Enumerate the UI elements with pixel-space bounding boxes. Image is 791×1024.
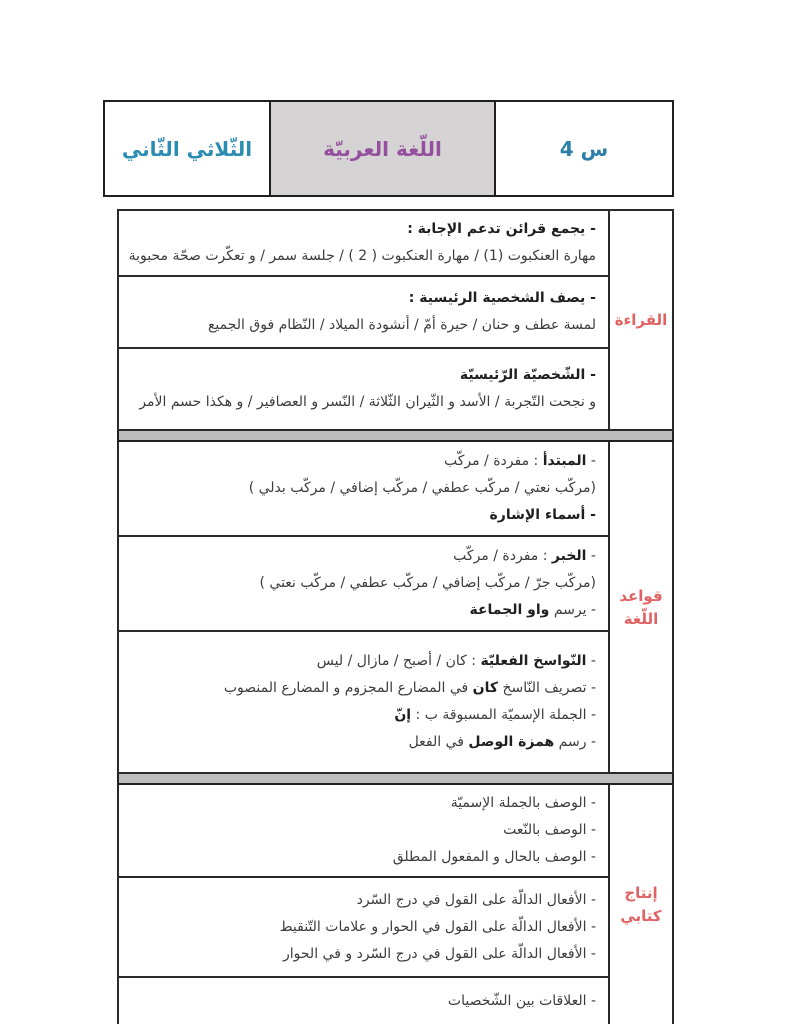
section-row-content (118, 784, 609, 877)
document (117, 100, 674, 1024)
section-label-writing: إنتاج كتابي (609, 784, 673, 1024)
table-row (118, 536, 673, 631)
section-row-content (118, 977, 609, 1024)
section-row-content (118, 536, 609, 631)
section-row-content (118, 348, 609, 430)
content-line: - يصف الشخصية الرئيسية : (408, 290, 596, 306)
content-line: - الوصف بالحال و المفعول المطلق (392, 849, 596, 865)
section-row-content (118, 441, 609, 536)
curriculum-table (117, 209, 674, 1024)
content-line: - الخبر : مفردة / مركّب (453, 548, 596, 564)
table-row (118, 441, 673, 536)
table-row (118, 210, 673, 276)
section-row-content (118, 210, 609, 276)
content-line: مهارة العنكبوت (1) / مهارة العنكبوت ( 2 ) / جلسة سمر / و تعكّرت صحّة محبوبة (128, 248, 596, 264)
content-line: - يرسم واو الجماعة (469, 602, 596, 618)
content-line: - الأفعال الدالّة على القول في درج السّرد (356, 891, 596, 908)
header-class-cell: س 4 (495, 101, 673, 196)
section-label-grammar: قواعد اللّغة (609, 441, 673, 773)
header-subject-cell: اللّغة العربيّة (270, 101, 495, 196)
section-row-content (118, 877, 609, 977)
header-row (104, 101, 673, 196)
content-line: - يجمع قرائن تدعم الإجابة : (407, 221, 596, 237)
table-row (118, 631, 673, 773)
table-row (118, 348, 673, 430)
section-divider (118, 773, 673, 784)
curriculum-table-body (118, 210, 673, 1024)
content-line: - النّواسخ الفعليّة : كان / أصبح / مازال / ليس (316, 653, 596, 669)
header-trimester-cell: الثّلاثي الثّاني (104, 101, 270, 196)
content-line: (مركّب نعتي / مركّب عطفي / مركّب إضافي / مركّب بدلي ) (248, 480, 596, 496)
content-line: لمسة عطف و حنان / حيرة أمّ / أنشودة الميلاد / النّظام فوق الجميع (207, 317, 596, 333)
content-line: - الوصف بالجملة الإسميّة (450, 795, 596, 811)
table-row (118, 276, 673, 348)
table-row (118, 877, 673, 977)
section-row-content (118, 276, 609, 348)
section-divider (118, 430, 673, 441)
content-line: - تصريف النّاسخ كان في المضارع المجزوم و المضارع المنصوب (223, 680, 596, 696)
content-line: - أسماء الإشارة (489, 507, 596, 523)
content-line: - رسم همزة الوصل في الفعل (408, 734, 596, 750)
content-line: (مركّب جرّ / مركّب إضافي / مركّب عطفي / مركّب نعتي ) (259, 575, 596, 591)
content-line: - الأفعال الدالّة على القول في الحوار و علامات التّنقيط (279, 918, 596, 935)
header-table (103, 100, 674, 197)
section-row-content (118, 631, 609, 773)
content-line: - المبتدأ : مفردة / مركّب (443, 453, 596, 469)
table-row (118, 977, 673, 1024)
content-line: - الوصف بالنّعت (503, 822, 596, 838)
content-line: - العلاقات بين الشّخصيات (447, 992, 596, 1009)
section-label-reading: القراءة (609, 210, 673, 430)
content-line: و نجحت التّجربة / الأسد و الثّيران الثّلاثة / النّسر و العصافير / و هكذا حسم الأمر (139, 394, 596, 410)
table-row (118, 784, 673, 877)
content-line: - الأفعال الدالّة على القول في درج السّرد و في الحوار (283, 945, 596, 962)
content-line: - الشّخصيّة الرّئيسيّة (459, 367, 596, 383)
content-line: - الجملة الإسميّة المسبوقة ب : إنّ (394, 707, 596, 723)
